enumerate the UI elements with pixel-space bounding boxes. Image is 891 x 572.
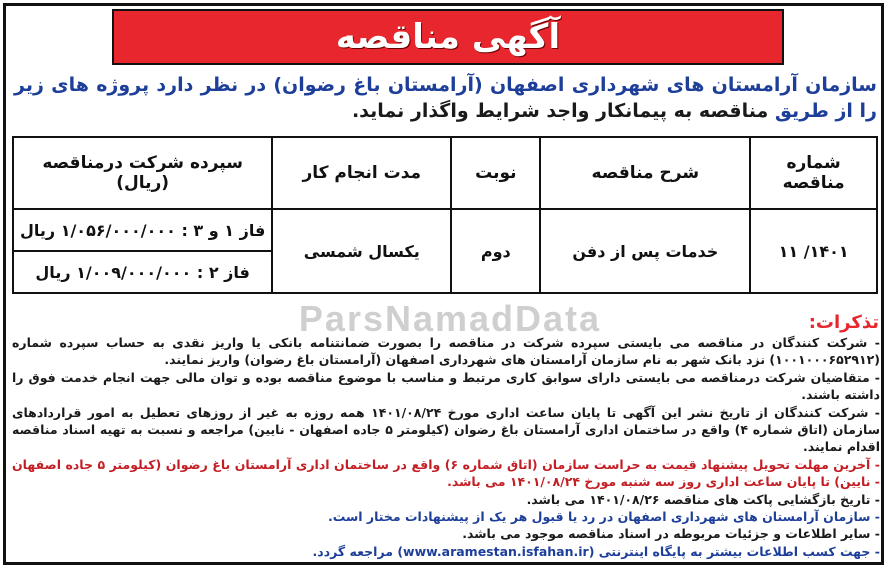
title-banner: [112, 9, 784, 65]
cell-deposit-phase13: فاز ۱ و ۳ : ۱/۰۵۶/۰۰۰/۰۰۰ ریال: [13, 209, 272, 251]
note-item: - سازمان آرامستان های شهرداری اصفهان در رد یا قبول هر یک از پیشنهادات مختار است.: [327, 509, 880, 525]
cell-description: خدمات پس از دفن: [540, 209, 750, 293]
header-deposit: سپرده شرکت درمناقصه (ریال): [13, 137, 272, 209]
notes-title: تذکرات:: [808, 312, 879, 333]
note-item: - شرکت کنندگان از تاریخ نشر این آگهی تا پایان ساعت اداری مورخ ۱۴۰۱/۰۸/۲۴ همه روزه به غیر از روزهای تعطیل به امور قراردادهای سازمان (اتاق شماره ۴) واقع در ساختمان اداری آرامستان باغ رضوان (کیلومتر ۵ جاده اصفهان - نایین) مراجعه و نسبت به تهیه اسناد مناقصه اقدام نمایند.: [12, 404, 880, 455]
cell-number: ۱۴۰۱/ ۱۱: [750, 209, 877, 293]
note-item: - متقاضیان شرکت درمناقصه می بایستی دارای سوابق کاری مرتبط و مناسب با موضوع مناقصه بوده و توان مالی جهت انجام خدمت فوق را داشته باشند.: [12, 369, 880, 403]
note-item: - شرکت کنندگان در مناقصه می بایستی سپرده شرکت در مناقصه را بصورت ضمانتنامه بانکی یا واریز نقدی به حساب سپرده شماره (۱۰۰۱۰۰۰۶۵۲۹۱۲) نزد بانک شهر به نام سازمان آرامستان های شهرداری اصفهان (آرامستان باغ رضوان) واریز نمایند.: [12, 335, 880, 368]
header-description: شرح مناقصه: [540, 137, 750, 209]
note-item-deadline: - آخرین مهلت تحویل پیشنهاد قیمت به حراست سازمان (اتاق شماره ۶) واقع در ساختمان اداری آرامستان باغ رضوان (کیلومتر ۵ جاده اصفهان - نایین) تا پایان ساعت اداری روز سه شنبه مورخ ۱۴۰۱/۰۸/۲۴ می باشد.: [12, 456, 880, 490]
note-item: - سایر اطلاعات و جزئیات مربوطه در اسناد مناقصه موجود می باشد.: [462, 526, 880, 542]
tender-table-header: [13, 137, 877, 209]
header-duration: مدت انجام کار: [272, 137, 451, 209]
tender-table: [12, 136, 878, 294]
note-item: - تاریخ بازگشایی پاکت های مناقصه ۱۴۰۱/۰۸/۲۶ می باشد.: [526, 491, 880, 507]
intro-text: [14, 72, 877, 124]
ad-title: آگهی مناقصه: [335, 17, 561, 57]
cell-duration: یکسال شمسی: [272, 209, 451, 293]
table-row: [13, 209, 877, 251]
notes-list: [12, 334, 880, 560]
intro-part2: مناقصه به پیمانکار واجد شرایط واگذار نماید.: [351, 100, 769, 122]
watermark-text: ParsNamadData: [298, 298, 602, 339]
intro-part1: سازمان آرامستان های شهرداری اصفهان (آرامستان باغ رضوان) در نظر دارد پروژه های زیر را از طریق: [14, 74, 877, 122]
cell-round: دوم: [451, 209, 540, 293]
header-round: نوبت: [451, 137, 540, 209]
header-number: شماره مناقصه: [750, 137, 877, 209]
note-item-website: - جهت کسب اطلاعات بیشتر به پایگاه اینترنتی (www.aramestan.isfahan.ir) مراجعه گردد.: [312, 543, 880, 559]
cell-deposit-phase2: فاز ۲ : ۱/۰۰۹/۰۰۰/۰۰۰ ریال: [13, 251, 272, 293]
